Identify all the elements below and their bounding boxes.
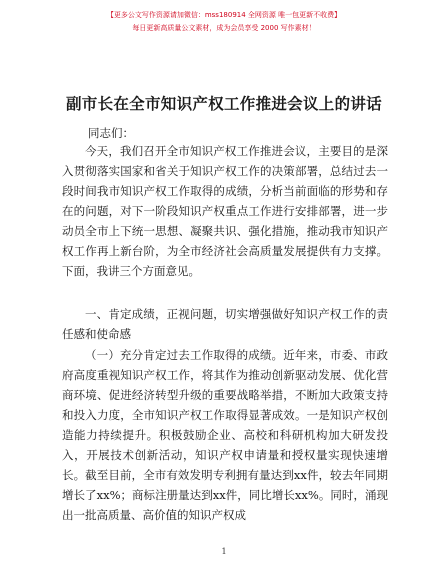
salutation: 同志们：	[88, 126, 134, 140]
paragraph-achievements: （一）充分肯定过去工作取得的成绩。近年来，市委、市政府高度重视知识产权工作，将其作为推动创新驱动发展、优化营商环境、促进经济转型升级的重要战略举措，不断加大政策支持和投入力度，全市知识产权工作取得显著成效。一是知识产权创造能力持续提升。积极鼓励企业、高校和科研机构加大研发投入，开展技术创新活动，知识产权申请量和授权量实现快速增长。截至目前，全市有效发明专利拥有量达到xx件，较去年同期增长了xx%；商标注册量达到xx件，同比增长xx%。同时，涌现出一批高质量、高价值的知识产权成	[62, 348, 388, 522]
page-number: 1	[221, 547, 227, 556]
section-heading-1: 一、肯定成绩，正视问题，切实增强做好知识产权工作的责任感和使命感	[62, 307, 388, 341]
promo-banner-line-2: 每日更新高质量公文素材，成为会员享受 2000 写作素材！	[132, 24, 316, 32]
promo-banner-line-1: 【更多公文写作资源请加微信：mss180914 全网资源 唯一包更新不收费】	[106, 11, 342, 19]
paragraph-intro: 今天，我们召开全市知识产权工作推进会议，主要目的是深入贯彻落实国家和省关于知识产权工作的决策部署，总结过去一段时间我市知识产权工作取得的成绩，分析当前面临的形势和存在的问题，对下一阶段知识产权重点工作进行安排部署，进一步动员全市上下统一思想、凝聚共识、强化措施，推动我市知识产权工作再上新台阶，为全市经济社会高质量发展提供有力支撑。下面，我讲三个方面意见。	[62, 144, 388, 278]
document-title: 副市长在全市知识产权工作推进会议上的讲话	[65, 95, 382, 113]
